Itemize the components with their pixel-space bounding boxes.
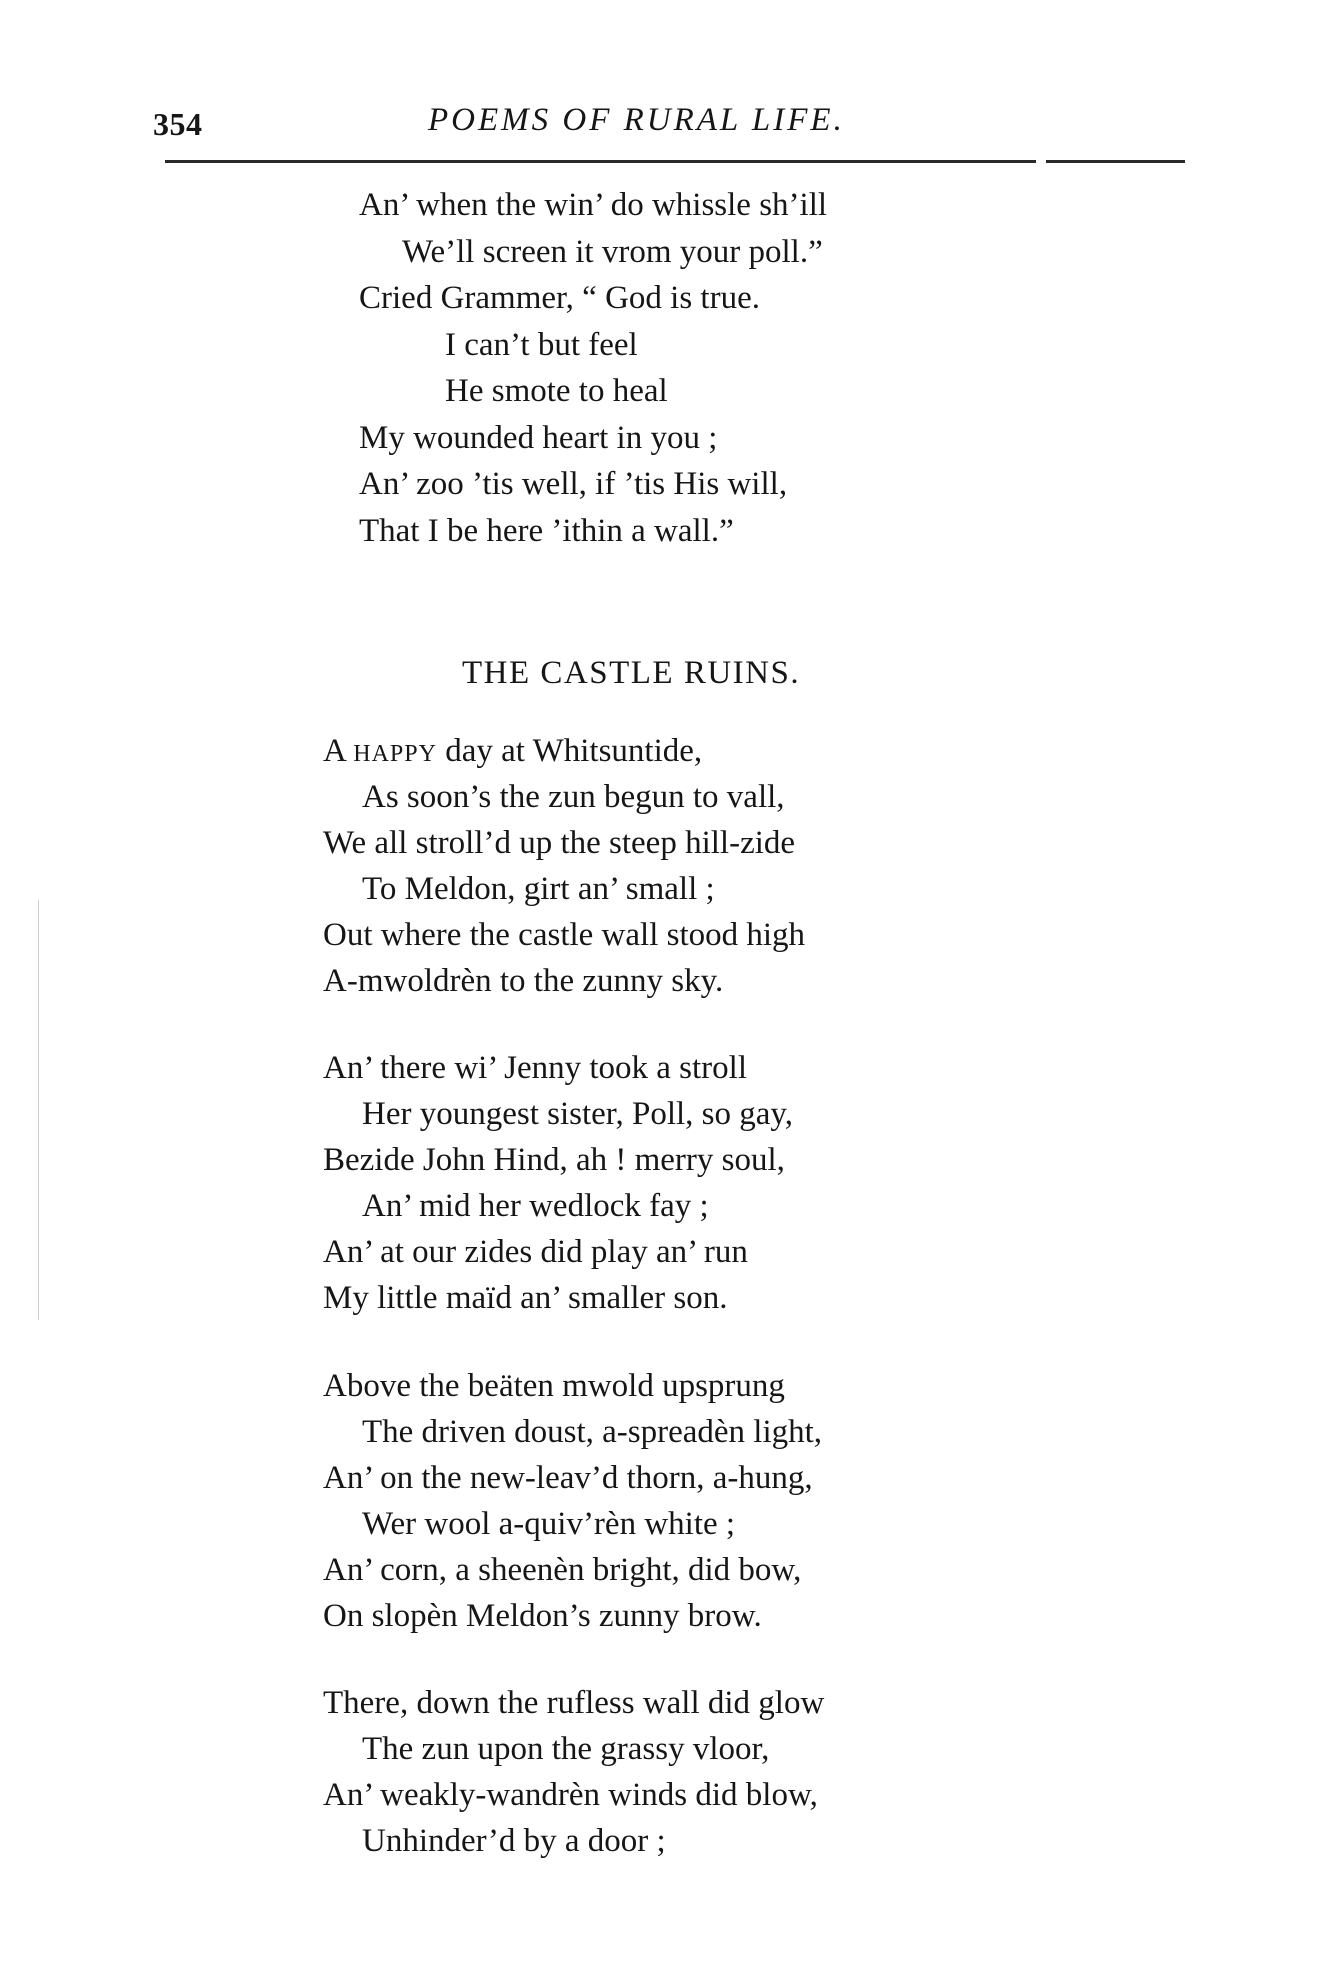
verse-line: My little maïd an’ smaller son. <box>323 1280 728 1316</box>
poem-title: THE CASTLE RUINS. <box>462 655 801 691</box>
verse-line: A-mwoldrèn to the zunny sky. <box>323 963 724 999</box>
verse-line: We’ll screen it vrom your poll.” <box>402 233 823 270</box>
verse-line: Bezide John Hind, ah ! merry soul, <box>323 1142 785 1178</box>
verse-line: An’ at our zides did play an’ run <box>323 1234 748 1270</box>
verse-line: Wer wool a-quiv’rèn white ; <box>362 1506 736 1542</box>
verse-line: Above the beäten mwold upsprung <box>323 1368 785 1404</box>
verse-line: Unhinder’d by a door ; <box>362 1823 666 1859</box>
running-title: POEMS OF RURAL LIFE. <box>428 102 845 138</box>
verse-line: To Meldon, girt an’ small ; <box>362 871 715 907</box>
verse-line: An’ weakly-wandrèn winds did blow, <box>323 1777 818 1813</box>
verse-line: On slopèn Meldon’s zunny brow. <box>323 1598 762 1634</box>
verse-line: We all stroll’d up the steep hill-zide <box>323 825 796 861</box>
verse-line: Her youngest sister, Poll, so gay, <box>362 1096 793 1132</box>
verse-line: There, down the rufless wall did glow <box>323 1685 825 1721</box>
page-number: 354 <box>153 106 203 142</box>
verse-line: He smote to heal <box>445 373 668 409</box>
verse-line: The driven doust, a-spreadèn light, <box>362 1414 823 1450</box>
verse-line: Out where the castle wall stood high <box>323 917 806 953</box>
verse-line: An’ there wi’ Jenny took a stroll <box>323 1050 748 1086</box>
verse-line: As soon’s the zun begun to vall, <box>362 779 785 815</box>
verse-line-rest: day at Whitsuntide, <box>436 733 703 769</box>
verse-line: That I be here ’ithin a wall.” <box>359 512 734 549</box>
verse-line: An’ corn, a sheenèn bright, did bow, <box>323 1552 802 1588</box>
verse-line: I can’t but feel <box>445 326 638 363</box>
verse-line: Cried Grammer, “ God is true. <box>359 280 760 316</box>
verse-line <box>323 728 702 777</box>
verse-line: An’ on the new-leav’d thorn, a-hung, <box>323 1460 813 1496</box>
page-header <box>0 100 1319 150</box>
opening-smallcaps: HAPPY <box>353 741 437 767</box>
verse-line: My wounded heart in you ; <box>359 419 718 456</box>
verse-line: An’ zoo ’tis well, if ’tis His will, <box>359 466 788 502</box>
scan-edge-mark <box>38 900 39 1320</box>
opening-capital: A <box>323 733 354 769</box>
verse-line: An’ mid her wedlock fay ; <box>362 1188 709 1224</box>
verse-line: An’ when the win’ do whissle sh’ill <box>359 187 828 223</box>
header-rule <box>165 160 1185 163</box>
verse-line: The zun upon the grassy vloor, <box>362 1731 770 1767</box>
header-rule-break <box>1036 159 1046 164</box>
